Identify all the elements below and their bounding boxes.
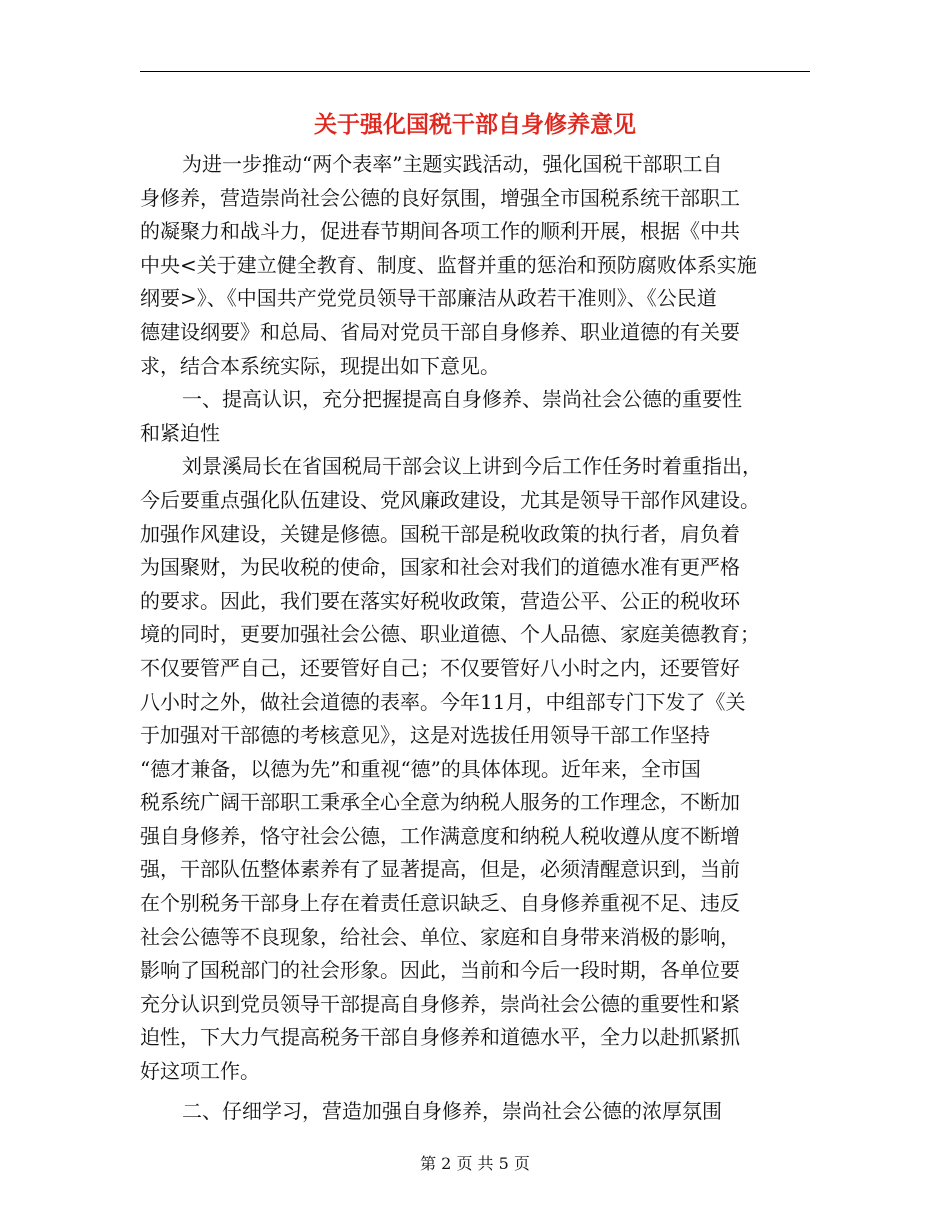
paragraph-line: “德才兼备，以德为先”和重视“德”的具体体现。近年来，全市国 [140,756,701,781]
paragraph-line: 影响了国税部门的社会形象。因此，当前和今后一段时期，各单位要 [140,958,740,983]
paragraph-line: 纲要>》、《中国共产党党员领导干部廉洁从政若干准则》、《公民道 [140,286,717,311]
paragraph-line: 八小时之外，做社会道德的表率。今年11月，中组部专门下发了《关 [140,689,746,714]
section-heading-line: 一、提高认识，充分把握提高自身修养、崇尚社会公德的重要性 [182,387,742,412]
document-body [140,148,810,1128]
paragraph-line: 在个别税务干部身上存在着责任意识缺乏、自身修养重视不足、违反 [140,891,740,916]
paragraph-line: 境的同时，更要加强社会公德、职业道德、个人品德、家庭美德教育； [140,622,760,647]
paragraph-line: 的要求。因此，我们要在落实好税收政策，营造公平、公正的税收环 [140,588,740,613]
paragraph-line: 充分认识到党员领导干部提高自身修养，崇尚社会公德的重要性和紧 [140,991,740,1016]
document-title: 关于强化国税干部自身修养意见 [314,112,636,138]
header-rule [140,71,810,72]
paragraph-line: 社会公德等不良现象，给社会、单位、家庭和自身带来消极的影响， [140,924,740,949]
paragraph-line: 加强作风建设，关键是修德。国税干部是税收政策的执行者，肩负着 [140,521,740,546]
page-number: 第 2 页 共 5 页 [420,1154,530,1173]
paragraph-line: 强自身修养，恪守社会公德，工作满意度和纳税人税收遵从度不断增 [140,823,740,848]
paragraph-line: 为国聚财，为民收税的使命，国家和社会对我们的道德水准有更严格 [140,555,740,580]
paragraph-line: 于加强对干部德的考核意见》，这是对选拔任用领导干部工作坚持 [140,723,710,748]
paragraph-line: 中央<关于建立健全教育、制度、监督并重的惩治和预防腐败体系实施 [140,252,757,277]
paragraph-line: 强，干部队伍整体素养有了显著提高，但是，必须清醒意识到，当前 [140,857,740,882]
section-heading-line: 二、仔细学习，营造加强自身修养，崇尚社会公德的浓厚氛围 [182,1098,722,1123]
paragraph-line: 为进一步推动“两个表率”主题实践活动，强化国税干部职工自 [182,152,723,176]
paragraph-line: 刘景溪局长在省国税局干部会议上讲到今后工作任务时着重指出， [182,454,762,479]
paragraph-line: 不仅要管严自己，还要管好自己；不仅要管好八小时之内，还要管好 [140,655,740,680]
section-heading-line: 和紧迫性 [140,420,220,445]
paragraph-line: 今后要重点强化队伍建设、党风廉政建设，尤其是领导干部作风建设。 [140,487,760,512]
paragraph-line: 的凝聚力和战斗力，促进春节期间各项工作的顺利开展，根据《中共 [140,219,740,244]
paragraph-line: 德建设纲要》和总局、省局对党员干部自身修养、职业道德的有关要 [140,319,740,344]
paragraph-line: 身修养，营造崇尚社会公德的良好氛围，增强全市国税系统干部职工 [140,185,740,210]
paragraph-line: 求，结合本系统实际，现提出如下意见。 [140,353,500,378]
paragraph-line: 税系统广阔干部职工秉承全心全意为纳税人服务的工作理念，不断加 [140,790,740,815]
paragraph-line: 迫性，下大力气提高税务干部自身修养和道德水平，全力以赴抓紧抓 [140,1025,740,1050]
paragraph-line: 好这项工作。 [140,1059,260,1084]
